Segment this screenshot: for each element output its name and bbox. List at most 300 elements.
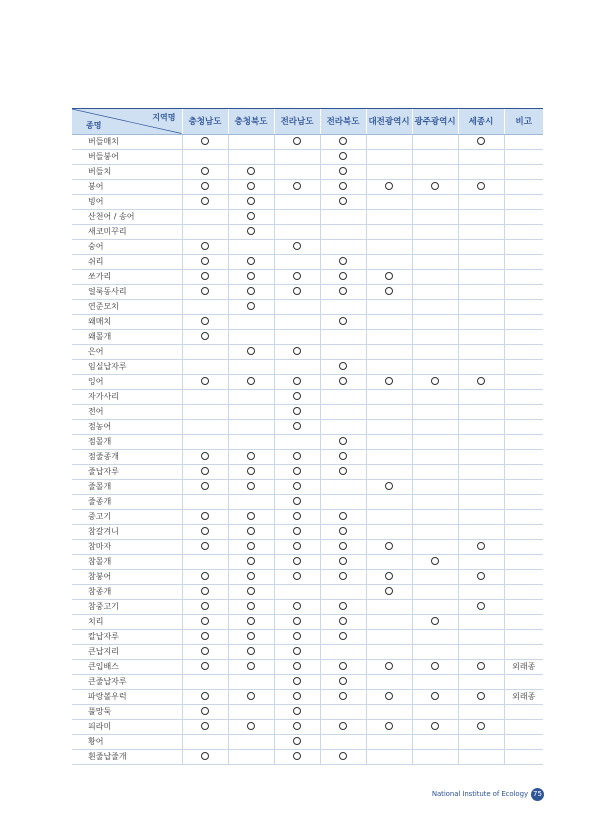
- presence-cell: [320, 539, 366, 554]
- presence-cell: [320, 524, 366, 539]
- remarks-cell: [504, 554, 543, 569]
- presence-cell: [228, 134, 274, 149]
- presence-circle-icon: [247, 617, 255, 625]
- presence-circle-icon: [247, 572, 255, 580]
- presence-circle-icon: [293, 632, 301, 640]
- remarks-cell: [504, 194, 543, 209]
- presence-circle-icon: [293, 572, 301, 580]
- species-name: 자가사리: [72, 389, 182, 404]
- presence-circle-icon: [247, 452, 255, 460]
- presence-circle-icon: [293, 137, 301, 145]
- presence-cell: [182, 374, 228, 389]
- presence-cell: [458, 449, 504, 464]
- presence-cell: [228, 269, 274, 284]
- presence-cell: [182, 329, 228, 344]
- presence-cell: [274, 464, 320, 479]
- presence-circle-icon: [339, 752, 347, 760]
- species-name: 숭어: [72, 239, 182, 254]
- species-name: 쏘가리: [72, 269, 182, 284]
- remarks-cell: [504, 344, 543, 359]
- presence-circle-icon: [201, 632, 209, 640]
- remarks-cell: [504, 239, 543, 254]
- presence-cell: [412, 704, 458, 719]
- presence-cell: [182, 164, 228, 179]
- presence-cell: [228, 224, 274, 239]
- presence-cell: [274, 134, 320, 149]
- presence-cell: [228, 749, 274, 764]
- presence-cell: [458, 224, 504, 239]
- presence-circle-icon: [293, 602, 301, 610]
- presence-cell: [228, 314, 274, 329]
- presence-cell: [274, 344, 320, 359]
- presence-circle-icon: [339, 557, 347, 565]
- presence-circle-icon: [339, 662, 347, 670]
- presence-cell: [228, 524, 274, 539]
- presence-cell: [412, 734, 458, 749]
- remarks-cell: [504, 284, 543, 299]
- species-name: 칼납자루: [72, 629, 182, 644]
- presence-cell: [412, 599, 458, 614]
- presence-circle-icon: [201, 137, 209, 145]
- presence-circle-icon: [201, 452, 209, 460]
- presence-circle-icon: [339, 362, 347, 370]
- corner-species-label: 종명: [86, 120, 102, 130]
- presence-cell: [412, 494, 458, 509]
- presence-cell: [274, 614, 320, 629]
- table-row: [72, 284, 543, 299]
- presence-cell: [412, 689, 458, 704]
- presence-cell: [366, 134, 412, 149]
- table-row: [72, 659, 543, 674]
- presence-cell: [458, 674, 504, 689]
- presence-cell: [182, 494, 228, 509]
- table-row: [72, 734, 543, 749]
- presence-circle-icon: [477, 377, 485, 385]
- remarks-cell: 외래종: [504, 689, 543, 704]
- remarks-cell: [504, 449, 543, 464]
- presence-circle-icon: [293, 377, 301, 385]
- presence-circle-icon: [293, 182, 301, 190]
- presence-cell: [320, 344, 366, 359]
- presence-circle-icon: [247, 587, 255, 595]
- presence-cell: [228, 659, 274, 674]
- presence-cell: [228, 209, 274, 224]
- presence-cell: [366, 194, 412, 209]
- table-row: [72, 569, 543, 584]
- presence-circle-icon: [339, 632, 347, 640]
- presence-cell: [412, 299, 458, 314]
- presence-cell: [458, 569, 504, 584]
- corner-header: [72, 109, 182, 134]
- presence-cell: [182, 689, 228, 704]
- presence-cell: [228, 449, 274, 464]
- presence-circle-icon: [201, 377, 209, 385]
- presence-cell: [182, 149, 228, 164]
- species-name: 황어: [72, 734, 182, 749]
- presence-circle-icon: [293, 527, 301, 535]
- remarks-cell: [504, 359, 543, 374]
- col-header-sejong: 세종시: [458, 109, 504, 134]
- species-name: 점몰개: [72, 434, 182, 449]
- presence-circle-icon: [339, 722, 347, 730]
- presence-cell: [412, 329, 458, 344]
- presence-cell: [274, 149, 320, 164]
- presence-cell: [366, 614, 412, 629]
- col-header-daejeon: 대전광역시: [366, 109, 412, 134]
- presence-cell: [274, 644, 320, 659]
- presence-circle-icon: [385, 377, 393, 385]
- page-number-badge: 75: [531, 788, 544, 801]
- presence-cell: [366, 584, 412, 599]
- presence-circle-icon: [293, 287, 301, 295]
- presence-cell: [274, 449, 320, 464]
- table-row: [72, 269, 543, 284]
- species-name: 줄종개: [72, 494, 182, 509]
- col-header-jeonbuk: 전라북도: [320, 109, 366, 134]
- presence-cell: [458, 749, 504, 764]
- presence-circle-icon: [247, 212, 255, 220]
- presence-cell: [412, 584, 458, 599]
- presence-cell: [412, 389, 458, 404]
- presence-cell: [366, 284, 412, 299]
- presence-cell: [228, 629, 274, 644]
- presence-cell: [274, 479, 320, 494]
- col-header-chungnam: 충청남도: [182, 109, 228, 134]
- presence-cell: [366, 299, 412, 314]
- presence-cell: [320, 599, 366, 614]
- presence-circle-icon: [201, 587, 209, 595]
- remarks-cell: [504, 599, 543, 614]
- presence-circle-icon: [201, 167, 209, 175]
- presence-cell: [182, 344, 228, 359]
- presence-cell: [366, 524, 412, 539]
- species-name: 풀망둑: [72, 704, 182, 719]
- presence-cell: [274, 704, 320, 719]
- table-row: [72, 704, 543, 719]
- species-name: 붕어: [72, 179, 182, 194]
- presence-cell: [412, 554, 458, 569]
- presence-cell: [182, 644, 228, 659]
- presence-cell: [320, 404, 366, 419]
- remarks-cell: [504, 494, 543, 509]
- presence-cell: [412, 539, 458, 554]
- remarks-cell: [504, 299, 543, 314]
- species-name: 피라미: [72, 719, 182, 734]
- presence-circle-icon: [293, 662, 301, 670]
- presence-circle-icon: [247, 557, 255, 565]
- species-name: 큰줄납자루: [72, 674, 182, 689]
- presence-circle-icon: [293, 272, 301, 280]
- presence-circle-icon: [385, 482, 393, 490]
- presence-cell: [458, 734, 504, 749]
- institute-name: National Institute of Ecology: [431, 790, 528, 798]
- presence-cell: [182, 734, 228, 749]
- presence-cell: [274, 194, 320, 209]
- presence-cell: [458, 524, 504, 539]
- presence-cell: [228, 149, 274, 164]
- presence-circle-icon: [293, 647, 301, 655]
- presence-cell: [182, 209, 228, 224]
- presence-cell: [320, 629, 366, 644]
- presence-circle-icon: [385, 287, 393, 295]
- table-row: [72, 614, 543, 629]
- presence-circle-icon: [477, 542, 485, 550]
- presence-cell: [182, 314, 228, 329]
- presence-cell: [274, 629, 320, 644]
- presence-cell: [458, 689, 504, 704]
- presence-cell: [412, 644, 458, 659]
- species-name: 임실납자루: [72, 359, 182, 374]
- presence-circle-icon: [339, 617, 347, 625]
- presence-circle-icon: [385, 662, 393, 670]
- presence-circle-icon: [385, 542, 393, 550]
- presence-cell: [182, 419, 228, 434]
- presence-cell: [274, 719, 320, 734]
- presence-cell: [320, 374, 366, 389]
- presence-circle-icon: [431, 182, 439, 190]
- presence-cell: [366, 164, 412, 179]
- table-row: [72, 539, 543, 554]
- col-header-gwangju: 광주광역시: [412, 109, 458, 134]
- presence-circle-icon: [339, 467, 347, 475]
- presence-cell: [274, 509, 320, 524]
- table-row: [72, 359, 543, 374]
- species-name: 왜매치: [72, 314, 182, 329]
- table-row: [72, 344, 543, 359]
- species-name: 줄몰개: [72, 479, 182, 494]
- table-row: [72, 599, 543, 614]
- species-name: 치리: [72, 614, 182, 629]
- corner-region-label: 지역명: [152, 113, 176, 122]
- remarks-cell: [504, 509, 543, 524]
- presence-circle-icon: [247, 647, 255, 655]
- presence-cell: [412, 509, 458, 524]
- presence-cell: [366, 329, 412, 344]
- presence-circle-icon: [201, 722, 209, 730]
- presence-circle-icon: [477, 662, 485, 670]
- presence-cell: [458, 389, 504, 404]
- presence-cell: [412, 629, 458, 644]
- presence-circle-icon: [477, 692, 485, 700]
- presence-cell: [274, 329, 320, 344]
- presence-circle-icon: [293, 617, 301, 625]
- table-row: [72, 239, 543, 254]
- presence-circle-icon: [293, 677, 301, 685]
- presence-cell: [228, 734, 274, 749]
- presence-cell: [182, 434, 228, 449]
- presence-cell: [458, 704, 504, 719]
- presence-circle-icon: [247, 512, 255, 520]
- presence-cell: [458, 344, 504, 359]
- presence-cell: [228, 464, 274, 479]
- presence-cell: [182, 449, 228, 464]
- presence-cell: [182, 464, 228, 479]
- presence-cell: [228, 614, 274, 629]
- presence-cell: [320, 674, 366, 689]
- presence-cell: [274, 404, 320, 419]
- presence-cell: [274, 239, 320, 254]
- presence-circle-icon: [293, 422, 301, 430]
- presence-circle-icon: [201, 512, 209, 520]
- table-row: [72, 434, 543, 449]
- presence-cell: [366, 434, 412, 449]
- presence-circle-icon: [247, 602, 255, 610]
- presence-cell: [366, 224, 412, 239]
- presence-cell: [366, 644, 412, 659]
- table-row: [72, 629, 543, 644]
- presence-circle-icon: [201, 752, 209, 760]
- presence-circle-icon: [293, 407, 301, 415]
- presence-circle-icon: [385, 572, 393, 580]
- presence-circle-icon: [247, 662, 255, 670]
- table-row: [72, 419, 543, 434]
- remarks-cell: [504, 209, 543, 224]
- presence-cell: [412, 374, 458, 389]
- presence-cell: [320, 359, 366, 374]
- remarks-cell: [504, 569, 543, 584]
- presence-cell: [320, 719, 366, 734]
- presence-cell: [412, 269, 458, 284]
- presence-cell: [458, 434, 504, 449]
- presence-cell: [274, 524, 320, 539]
- presence-cell: [228, 239, 274, 254]
- presence-circle-icon: [201, 662, 209, 670]
- presence-circle-icon: [247, 467, 255, 475]
- remarks-cell: [504, 614, 543, 629]
- presence-cell: [228, 599, 274, 614]
- species-name: 참붕어: [72, 569, 182, 584]
- presence-cell: [366, 569, 412, 584]
- presence-cell: [228, 389, 274, 404]
- presence-circle-icon: [339, 527, 347, 535]
- presence-circle-icon: [201, 317, 209, 325]
- presence-cell: [274, 554, 320, 569]
- col-header-chungbuk: 충청북도: [228, 109, 274, 134]
- table-body: [72, 134, 543, 764]
- presence-cell: [320, 509, 366, 524]
- species-name: 점줄종개: [72, 449, 182, 464]
- presence-cell: [412, 209, 458, 224]
- presence-cell: [182, 749, 228, 764]
- presence-cell: [182, 539, 228, 554]
- presence-circle-icon: [247, 632, 255, 640]
- presence-cell: [182, 134, 228, 149]
- presence-cell: [228, 719, 274, 734]
- presence-circle-icon: [293, 722, 301, 730]
- presence-cell: [320, 659, 366, 674]
- remarks-cell: [504, 149, 543, 164]
- presence-cell: [320, 329, 366, 344]
- presence-cell: [458, 299, 504, 314]
- presence-circle-icon: [247, 197, 255, 205]
- presence-cell: [366, 479, 412, 494]
- presence-cell: [274, 179, 320, 194]
- presence-cell: [412, 479, 458, 494]
- remarks-cell: [504, 134, 543, 149]
- presence-circle-icon: [339, 542, 347, 550]
- presence-cell: [274, 299, 320, 314]
- presence-circle-icon: [293, 452, 301, 460]
- presence-cell: [458, 284, 504, 299]
- presence-cell: [228, 179, 274, 194]
- presence-cell: [228, 404, 274, 419]
- presence-circle-icon: [247, 167, 255, 175]
- table-row: [72, 524, 543, 539]
- table-row: [72, 479, 543, 494]
- presence-cell: [182, 584, 228, 599]
- presence-cell: [182, 524, 228, 539]
- presence-circle-icon: [201, 482, 209, 490]
- presence-circle-icon: [339, 602, 347, 610]
- presence-cell: [228, 554, 274, 569]
- presence-cell: [320, 749, 366, 764]
- presence-circle-icon: [293, 752, 301, 760]
- presence-cell: [458, 599, 504, 614]
- species-name: 점농어: [72, 419, 182, 434]
- presence-cell: [366, 629, 412, 644]
- presence-cell: [458, 314, 504, 329]
- presence-cell: [458, 644, 504, 659]
- table-row: [72, 674, 543, 689]
- presence-cell: [412, 404, 458, 419]
- remarks-cell: [504, 224, 543, 239]
- species-name: 참마자: [72, 539, 182, 554]
- species-name: 파랑볼우럭: [72, 689, 182, 704]
- presence-cell: [458, 164, 504, 179]
- col-header-remarks: 비고: [504, 109, 543, 134]
- presence-circle-icon: [385, 722, 393, 730]
- presence-cell: [412, 239, 458, 254]
- remarks-cell: [504, 674, 543, 689]
- presence-circle-icon: [247, 347, 255, 355]
- presence-cell: [274, 284, 320, 299]
- presence-cell: [228, 194, 274, 209]
- presence-cell: [228, 434, 274, 449]
- presence-cell: [458, 149, 504, 164]
- species-name: 참중고기: [72, 599, 182, 614]
- presence-circle-icon: [339, 437, 347, 445]
- presence-circle-icon: [339, 287, 347, 295]
- presence-cell: [412, 434, 458, 449]
- presence-cell: [412, 194, 458, 209]
- presence-cell: [412, 614, 458, 629]
- presence-cell: [458, 629, 504, 644]
- table-row: [72, 149, 543, 164]
- remarks-cell: [504, 734, 543, 749]
- presence-cell: [274, 419, 320, 434]
- presence-cell: [228, 644, 274, 659]
- presence-circle-icon: [201, 647, 209, 655]
- presence-circle-icon: [339, 257, 347, 265]
- presence-cell: [274, 659, 320, 674]
- presence-circle-icon: [385, 272, 393, 280]
- presence-cell: [412, 254, 458, 269]
- presence-cell: [228, 419, 274, 434]
- presence-cell: [274, 389, 320, 404]
- presence-cell: [458, 614, 504, 629]
- presence-cell: [228, 584, 274, 599]
- presence-cell: [320, 494, 366, 509]
- presence-cell: [366, 254, 412, 269]
- presence-cell: [182, 704, 228, 719]
- presence-cell: [458, 269, 504, 284]
- presence-circle-icon: [247, 182, 255, 190]
- presence-cell: [320, 449, 366, 464]
- presence-cell: [366, 659, 412, 674]
- table-row: [72, 689, 543, 704]
- presence-cell: [366, 269, 412, 284]
- presence-cell: [320, 614, 366, 629]
